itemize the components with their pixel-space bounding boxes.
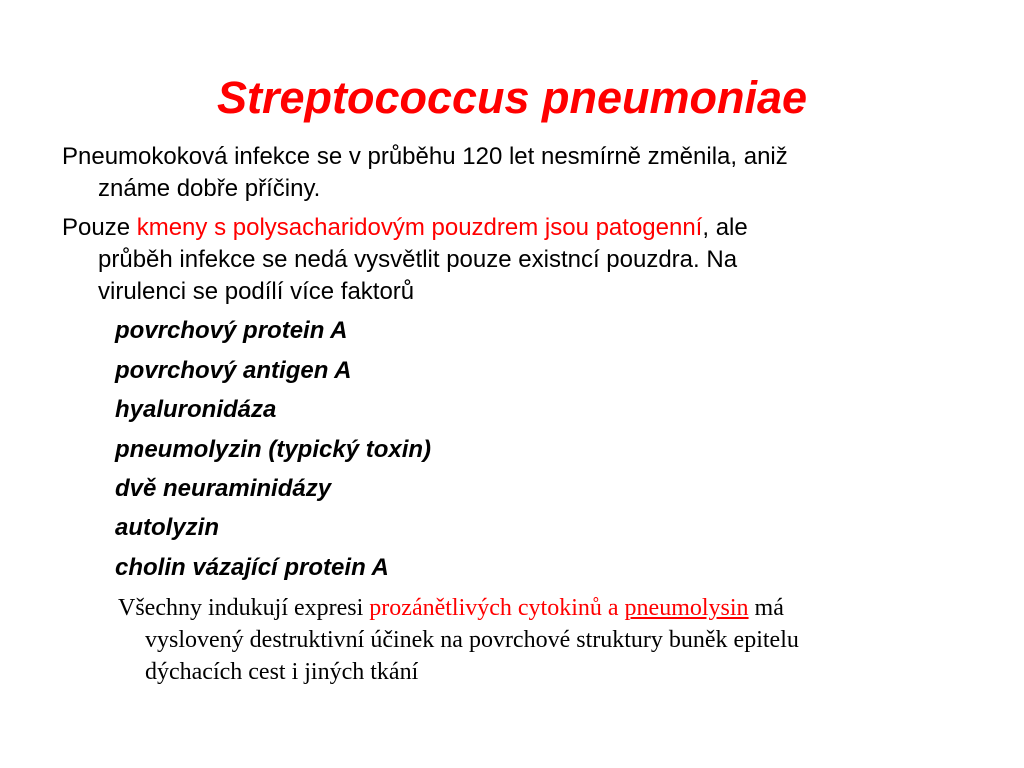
factor-item: povrchový antigen A [115, 357, 352, 384]
paragraph-cytokines-line-3: dýchacích cest i jiných tkání [145, 659, 419, 685]
slide-title: Streptococcus pneumoniae [216, 72, 808, 123]
paragraph-virulence-line-1 [62, 212, 962, 244]
paragraph-cytokines-prefix: Všechny indukují expresi [118, 595, 370, 621]
factor-item: hyaluronidáza [115, 396, 277, 423]
paragraph-virulence-prefix: Pouze [62, 214, 137, 241]
paragraph-virulence-highlight: kmeny s polysacharidovým pouzdrem jsou patogenní [136, 214, 703, 241]
paragraph-cytokines-highlight: prozánětlivých cytokinů a [369, 595, 625, 621]
factor-item: dvě neuraminidázy [115, 475, 332, 502]
paragraph-history [62, 141, 962, 205]
factor-item: cholin vázající protein A [115, 554, 389, 581]
paragraph-virulence-suffix: , ale [702, 214, 748, 241]
paragraph-virulence [62, 212, 962, 308]
paragraph-cytokines [118, 592, 978, 688]
paragraph-history-line-2: známe dobře příčiny. [98, 175, 321, 202]
paragraph-virulence-line-3: virulenci se podílí více faktorů [98, 278, 415, 305]
paragraph-history-line-1: Pneumokoková infekce se v průběhu 120 let nesmírně změnila, aniž [62, 143, 788, 170]
paragraph-cytokines-suffix: má [748, 595, 784, 621]
factor-item: autolyzin [115, 514, 220, 541]
paragraph-cytokines-line-2: vyslovený destruktivní účinek na povrchové struktury buněk epitelu [145, 627, 799, 653]
paragraph-virulence-line-2: průběh infekce se nedá vysvětlit pouze existncí pouzdra. Na [98, 246, 738, 273]
factor-item: povrchový protein A [115, 317, 348, 344]
paragraph-cytokines-line-1 [118, 592, 978, 624]
pneumolysin-link[interactable]: pneumolysin [624, 595, 749, 621]
factor-item: pneumolyzin (typický toxin) [115, 436, 432, 463]
